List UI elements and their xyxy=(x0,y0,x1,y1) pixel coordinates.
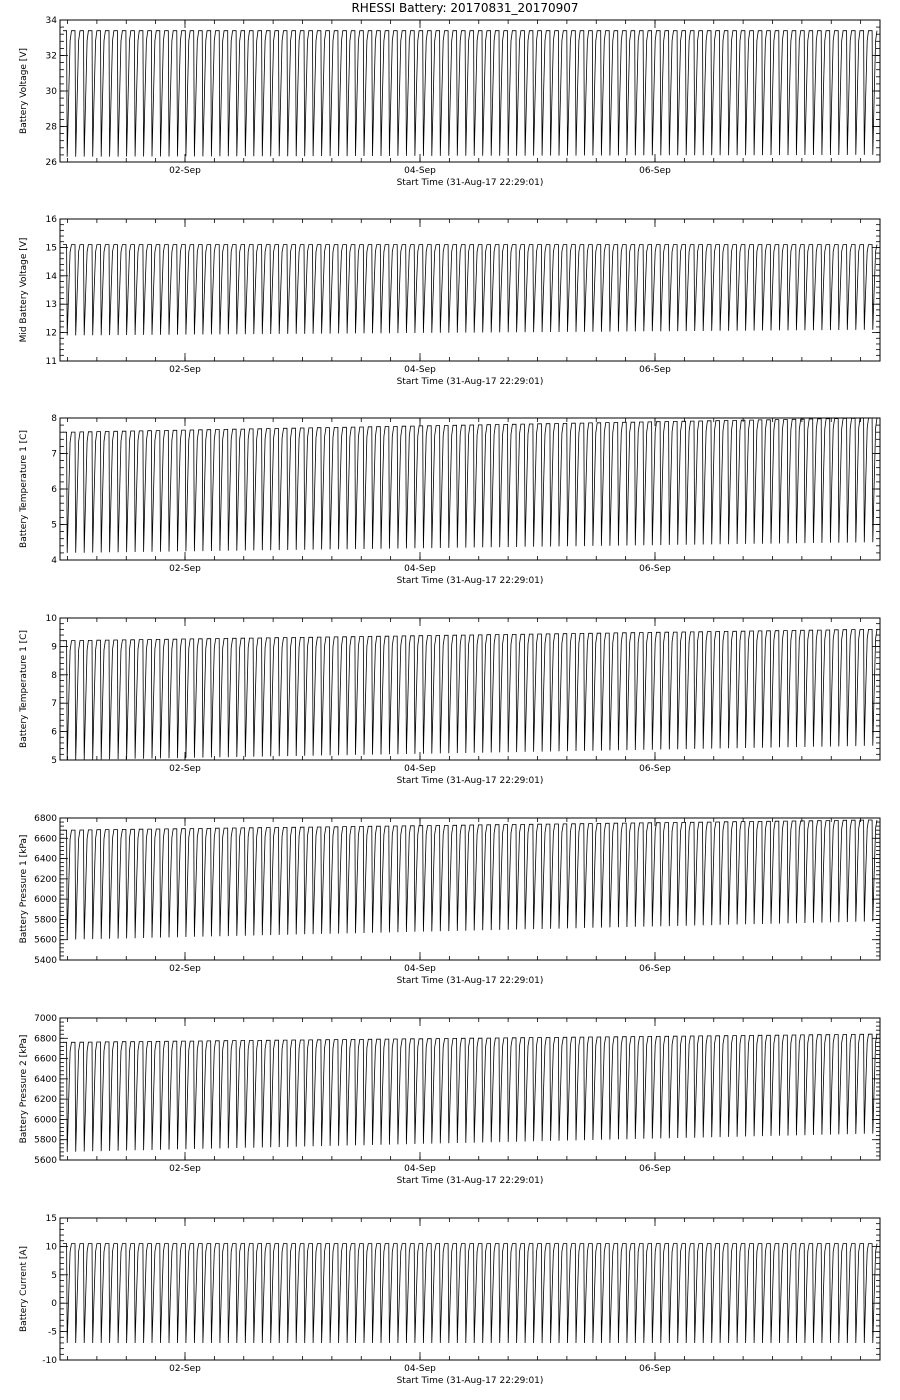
x-axis-label: Start Time (31-Aug-17 22:29:01) xyxy=(396,576,544,586)
y-tick-label: 32 xyxy=(45,51,57,62)
x-axis-label: Start Time (31-Aug-17 22:29:01) xyxy=(396,976,544,986)
x-tick-label: 02-Sep xyxy=(169,964,201,974)
y-tick-label: 6 xyxy=(51,727,57,738)
panel-3 xyxy=(19,414,880,586)
series-line xyxy=(63,31,877,157)
x-axis-label: Start Time (31-Aug-17 22:29:01) xyxy=(396,1176,544,1186)
x-tick-label: 06-Sep xyxy=(639,564,671,574)
series-line xyxy=(63,820,877,940)
y-tick-label: 6600 xyxy=(34,1054,57,1065)
y-tick-label: 6400 xyxy=(34,854,57,865)
y-tick-label: 30 xyxy=(45,87,57,97)
plot-frame xyxy=(60,219,880,361)
y-axis-label: Battery Temperature 1 [C] xyxy=(19,630,29,748)
y-tick-label: 5 xyxy=(51,1270,57,1281)
x-tick-label: 04-Sep xyxy=(404,764,436,774)
y-tick-label: 6400 xyxy=(34,1074,57,1085)
y-tick-label: 8 xyxy=(51,670,57,681)
y-tick-label: 6000 xyxy=(34,1115,57,1126)
y-tick-label: 10 xyxy=(45,614,57,624)
x-tick-label: 04-Sep xyxy=(404,1164,436,1174)
y-tick-label: 0 xyxy=(51,1299,57,1310)
panel-7 xyxy=(19,1214,880,1386)
series-line xyxy=(63,1244,877,1343)
series-line xyxy=(63,629,877,760)
y-tick-label: 6600 xyxy=(34,834,57,845)
series-line xyxy=(63,418,877,553)
y-tick-label: 6200 xyxy=(34,874,57,885)
y-tick-label: 5 xyxy=(51,520,57,531)
y-tick-label: 11 xyxy=(45,357,57,367)
x-tick-label: 06-Sep xyxy=(639,166,671,176)
y-tick-label: 7000 xyxy=(34,1014,57,1024)
panel-6 xyxy=(19,1014,880,1186)
y-tick-label: 26 xyxy=(45,158,57,168)
y-tick-label: 6000 xyxy=(34,895,57,906)
x-axis-label: Start Time (31-Aug-17 22:29:01) xyxy=(396,1376,544,1386)
x-axis-label: Start Time (31-Aug-17 22:29:01) xyxy=(396,776,544,786)
y-tick-label: 15 xyxy=(45,243,57,254)
y-axis-label: Battery Current [A] xyxy=(19,1245,29,1333)
y-tick-label: -5 xyxy=(48,1327,57,1338)
y-tick-label: 6800 xyxy=(34,814,57,824)
panel-5 xyxy=(19,814,880,986)
y-tick-label: 6 xyxy=(51,485,57,495)
series-line xyxy=(63,1034,877,1152)
plot-frame xyxy=(60,1218,880,1360)
y-tick-label: 5800 xyxy=(34,1135,57,1146)
y-tick-label: 5400 xyxy=(34,956,57,966)
x-tick-label: 02-Sep xyxy=(169,365,201,375)
panel-1 xyxy=(19,16,880,188)
y-axis-label: Battery Pressure 2 [kPa] xyxy=(19,1034,29,1144)
x-tick-label: 04-Sep xyxy=(404,564,436,574)
x-tick-label: 04-Sep xyxy=(404,166,436,176)
y-tick-label: 5600 xyxy=(34,935,57,946)
y-tick-label: 7 xyxy=(51,699,57,710)
y-tick-label: 12 xyxy=(45,328,57,339)
y-tick-label: 5800 xyxy=(34,915,57,926)
x-tick-label: 06-Sep xyxy=(639,964,671,974)
x-tick-label: 06-Sep xyxy=(639,1364,671,1374)
y-axis-label: Battery Pressure 1 [kPa] xyxy=(19,834,29,944)
y-tick-label: 8 xyxy=(51,414,57,424)
y-tick-label: 14 xyxy=(45,271,57,282)
series-line xyxy=(63,245,877,336)
y-axis-label: Battery Temperature 1 [C] xyxy=(19,430,29,548)
x-tick-label: 02-Sep xyxy=(169,1164,201,1174)
y-tick-label: 15 xyxy=(45,1214,57,1224)
y-tick-label: 34 xyxy=(45,16,57,26)
x-axis-label: Start Time (31-Aug-17 22:29:01) xyxy=(396,377,544,387)
y-tick-label: 13 xyxy=(45,300,57,311)
y-tick-label: 6800 xyxy=(34,1034,57,1045)
x-tick-label: 02-Sep xyxy=(169,564,201,574)
y-axis-label: Battery Voltage [V] xyxy=(19,48,29,134)
y-tick-label: -10 xyxy=(42,1356,57,1366)
y-tick-label: 6200 xyxy=(34,1095,57,1106)
x-tick-label: 02-Sep xyxy=(169,1364,201,1374)
panel-4 xyxy=(19,614,880,786)
x-tick-label: 02-Sep xyxy=(169,764,201,774)
y-tick-label: 28 xyxy=(45,122,57,133)
y-tick-label: 5 xyxy=(51,756,57,766)
x-tick-label: 04-Sep xyxy=(404,1364,436,1374)
x-tick-label: 06-Sep xyxy=(639,365,671,375)
x-tick-label: 02-Sep xyxy=(169,166,201,176)
y-tick-label: 10 xyxy=(45,1242,57,1253)
x-axis-label: Start Time (31-Aug-17 22:29:01) xyxy=(396,178,544,188)
y-tick-label: 9 xyxy=(51,642,57,653)
y-tick-label: 7 xyxy=(51,449,57,460)
y-tick-label: 16 xyxy=(45,215,57,225)
figure-title: RHESSI Battery: 20170831_20170907 xyxy=(351,1,579,15)
x-tick-label: 06-Sep xyxy=(639,764,671,774)
x-tick-label: 04-Sep xyxy=(404,964,436,974)
x-tick-label: 06-Sep xyxy=(639,1164,671,1174)
y-axis-label: Mid Battery Voltage [V] xyxy=(19,237,29,343)
y-tick-label: 4 xyxy=(51,556,57,566)
x-tick-label: 04-Sep xyxy=(404,365,436,375)
y-tick-label: 5600 xyxy=(34,1156,57,1166)
panel-2 xyxy=(19,215,880,387)
